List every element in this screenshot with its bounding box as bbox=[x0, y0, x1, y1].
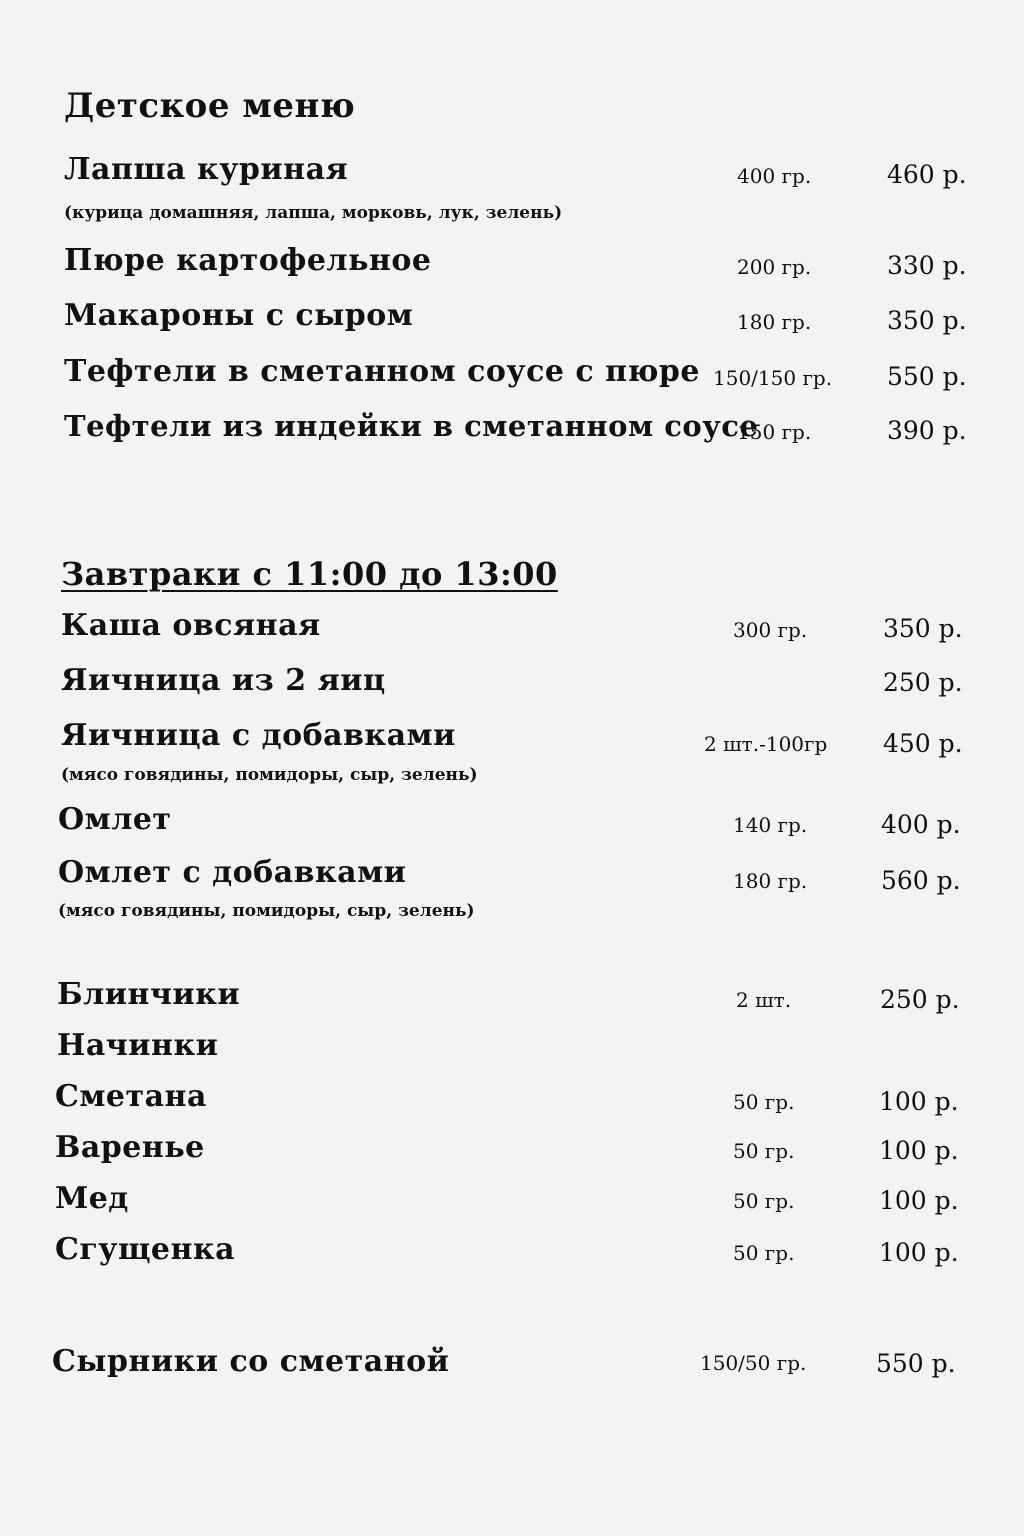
pancakes-item-name: Сметана bbox=[55, 1079, 207, 1114]
breakfast-item-description: (мясо говядины, помидоры, сыр, зелень) bbox=[61, 765, 478, 785]
pancakes-item-weight: 50 гр. bbox=[733, 1189, 795, 1213]
breakfast-item-description: (мясо говядины, помидоры, сыр, зелень) bbox=[58, 901, 475, 921]
kids-item-price: 350 р. bbox=[887, 306, 967, 335]
breakfast-item-name: Омлет с добавками bbox=[58, 855, 407, 890]
pancakes-item-weight: 50 гр. bbox=[733, 1139, 795, 1163]
pancakes-item-weight: 50 гр. bbox=[733, 1090, 795, 1114]
syrniki-item-name: Сырники со сметаной bbox=[52, 1344, 450, 1379]
breakfast-item-price: 250 р. bbox=[883, 668, 963, 697]
kids-item-price: 330 р. bbox=[887, 251, 967, 280]
breakfast-item-weight: 140 гр. bbox=[733, 813, 808, 837]
breakfast-item-weight: 300 гр. bbox=[733, 618, 808, 642]
breakfast-item-price: 560 р. bbox=[881, 866, 961, 895]
kids-menu-title: Детское меню bbox=[64, 86, 356, 126]
kids-item-weight: 180 гр. bbox=[737, 310, 812, 334]
pancakes-item-name: Мед bbox=[55, 1181, 129, 1216]
breakfast-item-name: Яичница с добавками bbox=[61, 718, 456, 753]
pancakes-item-name: Варенье bbox=[55, 1130, 205, 1165]
pancakes-item-name: Сгущенка bbox=[55, 1232, 236, 1267]
pancakes-item-price: 100 р. bbox=[879, 1238, 959, 1267]
pancakes-item-price: 250 р. bbox=[880, 985, 960, 1014]
syrniki-item-price: 550 р. bbox=[876, 1349, 956, 1378]
pancakes-item-price: 100 р. bbox=[879, 1087, 959, 1116]
pancakes-fillings-label: Начинки bbox=[57, 1028, 219, 1063]
kids-item-name: Тефтели в сметанном соусе с пюре bbox=[64, 354, 700, 389]
pancakes-item-price: 100 р. bbox=[879, 1136, 959, 1165]
kids-item-name: Пюре картофельное bbox=[64, 243, 432, 278]
kids-item-price: 550 р. bbox=[887, 362, 967, 391]
breakfast-item-name: Каша овсяная bbox=[61, 608, 321, 643]
breakfast-item-name: Яичница из 2 яиц bbox=[61, 663, 386, 698]
kids-item-price: 460 р. bbox=[887, 160, 967, 189]
kids-item-weight: 150/150 гр. bbox=[713, 366, 833, 390]
kids-item-weight: 150 гр. bbox=[737, 420, 812, 444]
kids-item-weight: 400 гр. bbox=[737, 164, 812, 188]
breakfast-item-price: 450 р. bbox=[883, 729, 963, 758]
pancakes-item-name: Блинчики bbox=[57, 977, 241, 1012]
kids-item-description: (курица домашняя, лапша, морковь, лук, зелень) bbox=[64, 203, 563, 223]
breakfast-title: Завтраки с 11:00 до 13:00 bbox=[61, 555, 558, 593]
breakfast-item-name: Омлет bbox=[58, 802, 172, 837]
breakfast-item-weight: 180 гр. bbox=[733, 869, 808, 893]
pancakes-item-weight: 2 шт. bbox=[736, 988, 792, 1012]
breakfast-item-price: 350 р. bbox=[883, 614, 963, 643]
kids-item-name: Лапша куриная bbox=[64, 152, 349, 187]
pancakes-item-weight: 50 гр. bbox=[733, 1241, 795, 1265]
kids-item-name: Тефтели из индейки в сметанном соусе bbox=[64, 409, 759, 443]
kids-item-price: 390 р. bbox=[887, 416, 967, 445]
breakfast-item-weight: 2 шт.-100гр bbox=[704, 732, 828, 756]
syrniki-item-weight: 150/50 гр. bbox=[700, 1351, 807, 1375]
pancakes-item-price: 100 р. bbox=[879, 1186, 959, 1215]
kids-item-name: Макароны с сыром bbox=[64, 298, 414, 333]
breakfast-item-price: 400 р. bbox=[881, 810, 961, 839]
kids-item-weight: 200 гр. bbox=[737, 255, 812, 279]
